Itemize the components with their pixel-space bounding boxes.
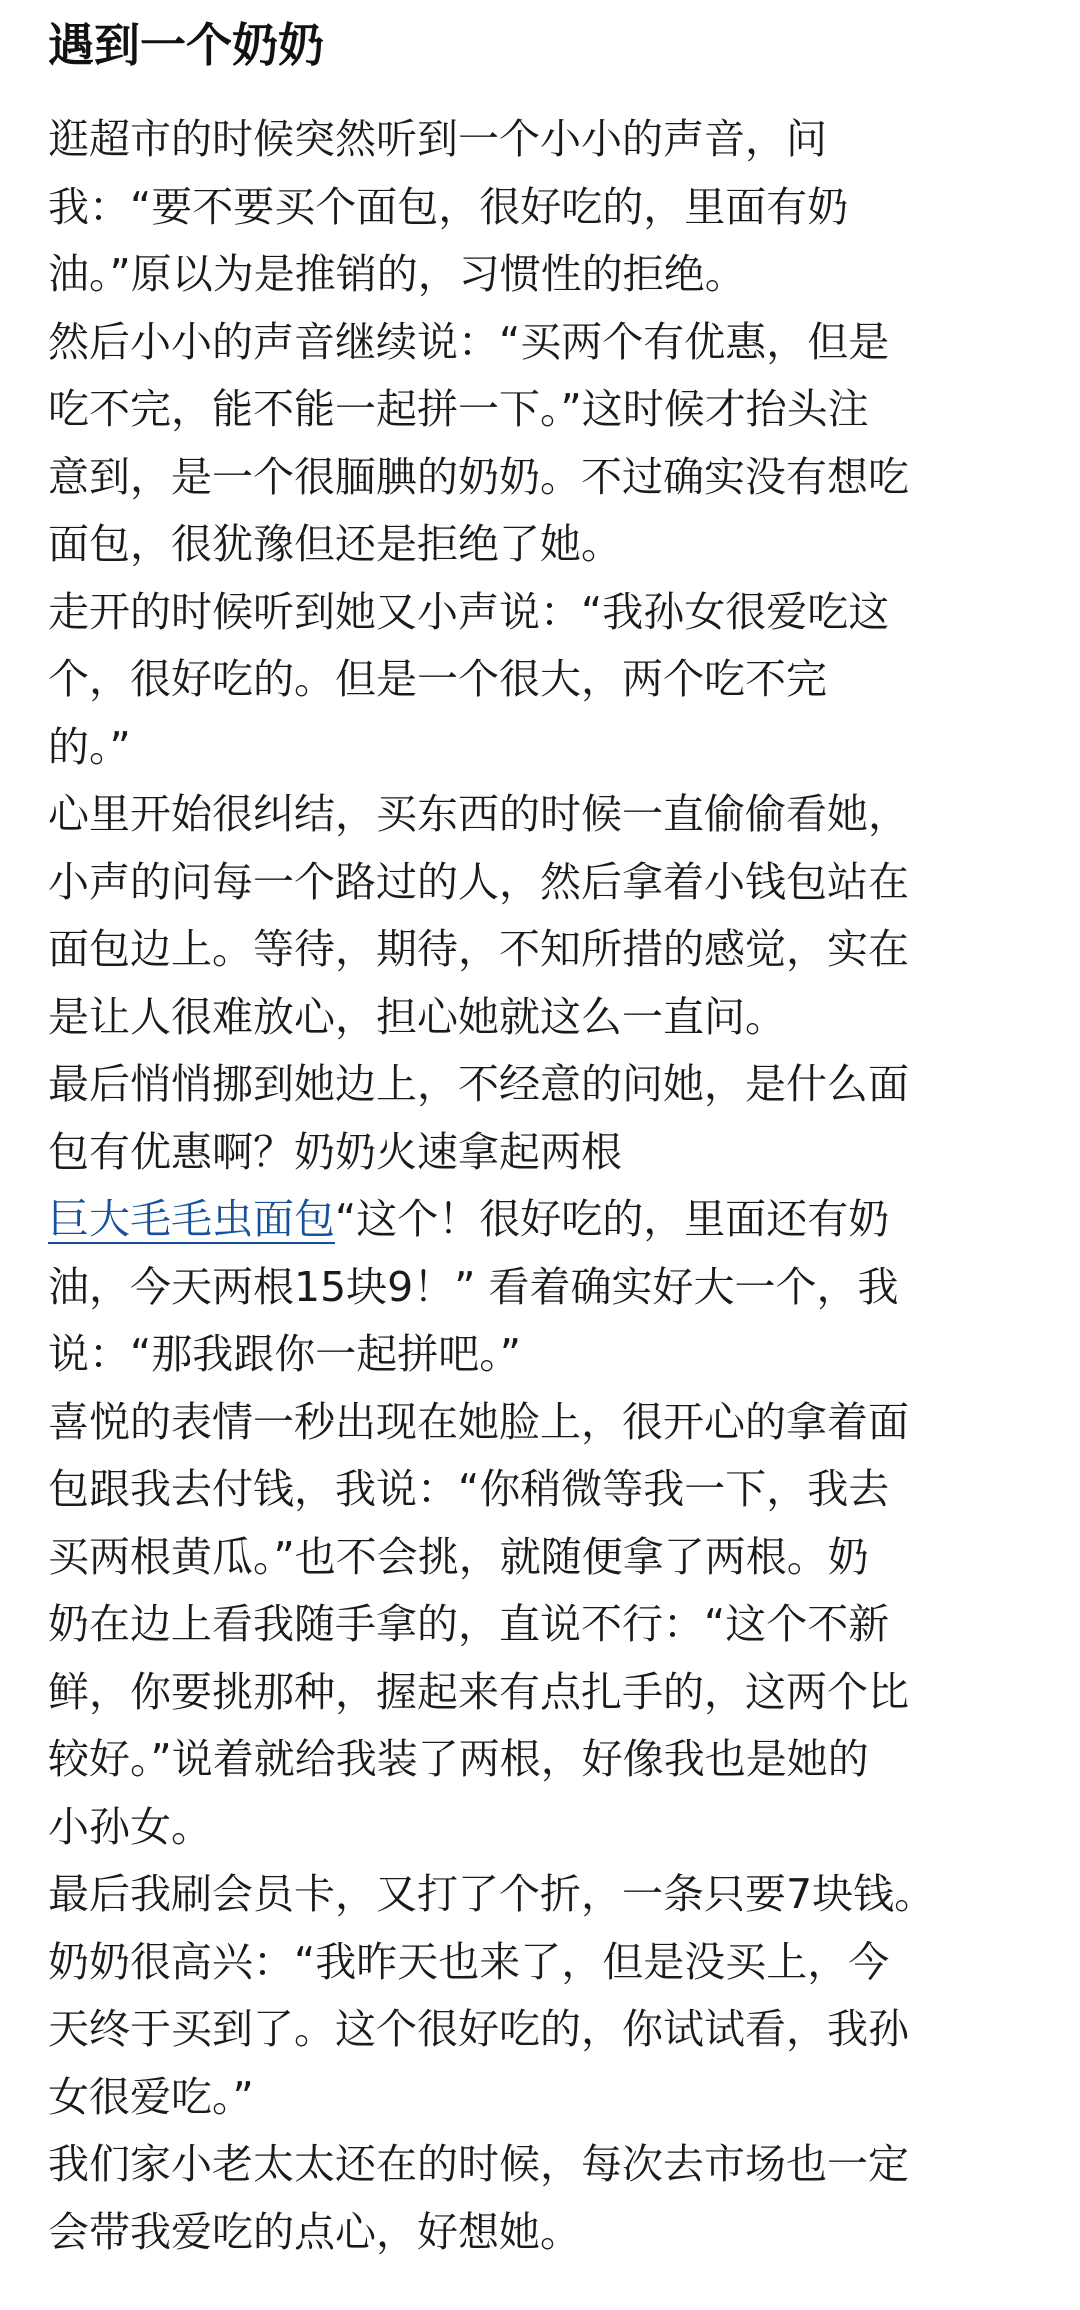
text-line: 较好。”说着就给我装了两根，好像我也是她的 bbox=[48, 1735, 869, 1783]
text-line: 心里开始很纠结，买东西的时候一直偷偷看她， bbox=[48, 790, 909, 838]
text-line: 吃不完，能不能一起拼一下。”这时候才抬头注 bbox=[48, 385, 869, 433]
text-line: 说：“那我跟你一起拼吧。” bbox=[48, 1330, 521, 1378]
text-line: 逛超市的时候突然听到一个小小的声音，问 bbox=[48, 115, 827, 163]
text-line: 意到，是一个很腼腆的奶奶。不过确实没有想吃 bbox=[48, 452, 909, 501]
text-line: 鲜，你要挑那种，握起来有点扎手的，这两个比 bbox=[48, 1667, 909, 1716]
text-line: 天终于买到了。这个很好吃的，你试试看，我孙 bbox=[48, 2005, 909, 2053]
keyword-link[interactable]: 巨大毛毛虫面包 bbox=[48, 1195, 335, 1243]
text-line: 油。”原以为是推销的，习惯性的拒绝。 bbox=[48, 250, 746, 298]
text-line: 我：“要不要买个面包，很好吃的，里面有奶 bbox=[48, 182, 849, 231]
text-line: 小孙女。 bbox=[48, 1802, 212, 1851]
text-line: 奶在边上看我随手拿的，直说不行：“这个不新 bbox=[48, 1600, 890, 1648]
text-line: 会带我爱吃的点心，好想她。 bbox=[48, 2207, 581, 2256]
text-segment: “这个！很好吃的，里面还有奶 bbox=[335, 1195, 890, 1243]
text-line: 包有优惠啊？奶奶火速拿起两根 bbox=[48, 1127, 622, 1176]
text-line: 面包边上。等待，期待，不知所措的感觉，实在 bbox=[48, 925, 909, 973]
text-line: 我们家小老太太还在的时候，每次去市场也一定 bbox=[48, 2140, 909, 2188]
text-line: 面包，很犹豫但还是拒绝了她。 bbox=[48, 520, 622, 568]
text-line: 买两根黄瓜。”也不会挑，就随便拿了两根。奶 bbox=[48, 1532, 869, 1581]
text-line: 女很爱吃。” bbox=[48, 2072, 254, 2121]
text-line: 然后小小的声音继续说：“买两个有优惠，但是 bbox=[48, 317, 890, 366]
text-line: 个，很好吃的。但是一个很大，两个吃不完 bbox=[48, 655, 827, 703]
text-line: 包跟我去付钱，我说：“你稍微等我一下，我去 bbox=[48, 1465, 890, 1513]
text-line: 最后我刷会员卡，又打了个折，一条只要7块钱。 bbox=[48, 1870, 936, 1918]
text-line: 奶奶很高兴：“我昨天也来了，但是没买上，今 bbox=[48, 1937, 890, 1986]
text-line: 小声的问每一个路过的人，然后拿着小钱包站在 bbox=[48, 857, 909, 906]
text-line: 是让人很难放心，担心她就这么一直问。 bbox=[48, 992, 786, 1041]
text-line: 最后悄悄挪到她边上，不经意的问她，是什么面 bbox=[48, 1060, 909, 1108]
text-line: 的。” bbox=[48, 722, 131, 771]
text-line: 走开的时候听到她又小声说：“我孙女很爱吃这 bbox=[48, 587, 890, 636]
text-line-with-link bbox=[48, 1186, 1032, 1254]
article-title: 遇到一个奶奶 bbox=[48, 18, 324, 72]
text-line: 喜悦的表情一秒出现在她脸上，很开心的拿着面 bbox=[48, 1397, 909, 1446]
text-line: 油，今天两根15块9！” 看着确实好大一个，我 bbox=[48, 1262, 899, 1311]
